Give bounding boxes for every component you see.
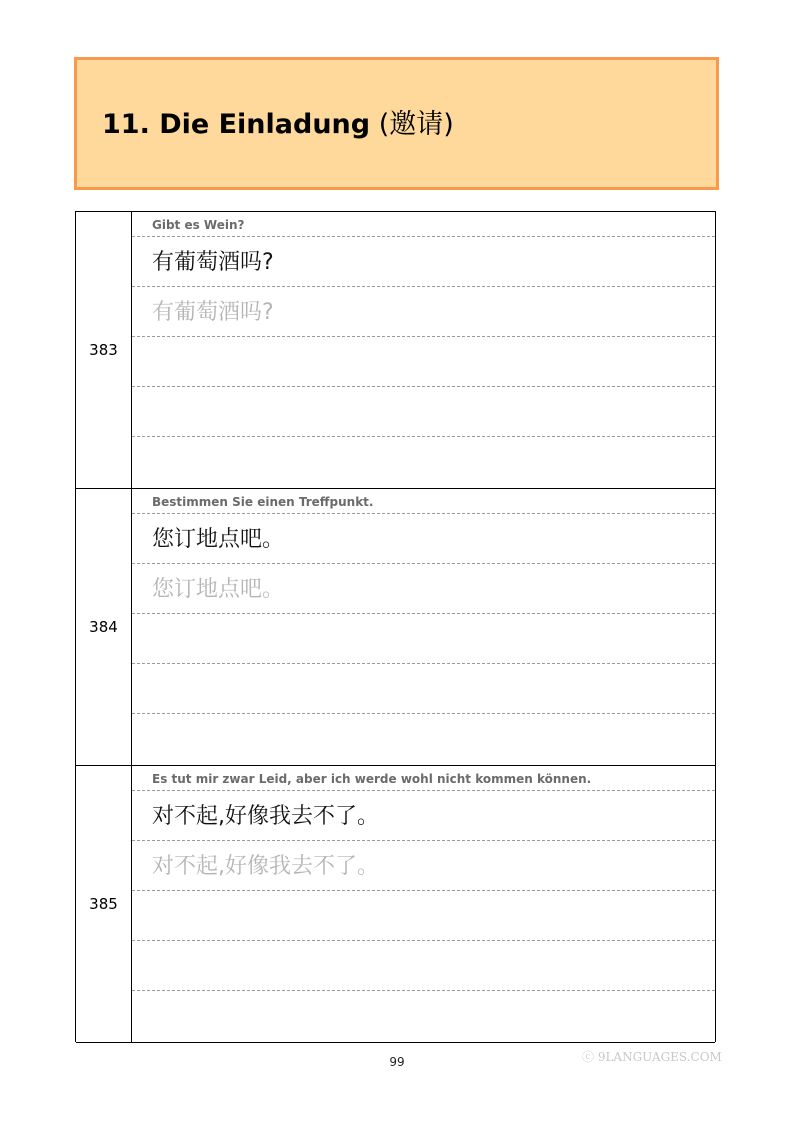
copyright-notice: ⓒ 9LANGUAGES.COM [582, 1050, 722, 1064]
blank-writing-line[interactable] [132, 614, 715, 664]
practice-block [76, 489, 715, 766]
blank-writing-line[interactable] [132, 337, 715, 387]
entry-number-cell [76, 212, 132, 488]
blank-writing-line[interactable] [132, 941, 715, 991]
german-sentence: Gibt es Wein? [152, 218, 245, 232]
chinese-row [132, 237, 715, 287]
entry-number: 384 [89, 618, 118, 636]
trace-row [132, 287, 715, 337]
entry-number: 383 [89, 341, 118, 359]
blank-writing-line[interactable] [132, 714, 715, 765]
chapter-title [102, 108, 454, 142]
practice-block [76, 212, 715, 489]
chinese-trace-sentence: 对不起,好像我去不了。 [152, 854, 379, 879]
trace-row [132, 841, 715, 891]
blank-writing-line[interactable] [132, 387, 715, 437]
chapter-title-box [74, 57, 719, 190]
trace-row [132, 564, 715, 614]
blank-writing-line[interactable] [132, 664, 715, 714]
sentence-row [132, 766, 715, 791]
chinese-sentence: 对不起,好像我去不了。 [152, 804, 379, 829]
blank-writing-line[interactable] [132, 891, 715, 941]
practice-block [76, 766, 715, 1043]
practice-sheet [75, 211, 716, 1042]
entry-number-cell [76, 489, 132, 765]
german-sentence: Es tut mir zwar Leid, aber ich werde wohl nicht kommen können. [152, 772, 592, 786]
chinese-row [132, 514, 715, 564]
german-sentence: Bestimmen Sie einen Treffpunkt. [152, 495, 374, 509]
chinese-sentence: 您订地点吧。 [152, 527, 285, 552]
page-number: 99 [389, 1055, 405, 1069]
blank-writing-line[interactable] [132, 991, 715, 1042]
entry-number: 385 [89, 895, 118, 913]
chinese-trace-sentence: 您订地点吧。 [152, 577, 285, 602]
sentence-row [132, 489, 715, 514]
entry-number-cell [76, 766, 132, 1042]
chapter-title-german: 11. Die Einladung [102, 109, 371, 140]
chinese-sentence: 有葡萄酒吗? [152, 250, 274, 275]
blank-writing-line[interactable] [132, 437, 715, 488]
chinese-trace-sentence: 有葡萄酒吗? [152, 300, 274, 325]
sentence-row [132, 212, 715, 237]
chinese-row [132, 791, 715, 841]
chapter-title-chinese: (邀请) [378, 109, 454, 140]
